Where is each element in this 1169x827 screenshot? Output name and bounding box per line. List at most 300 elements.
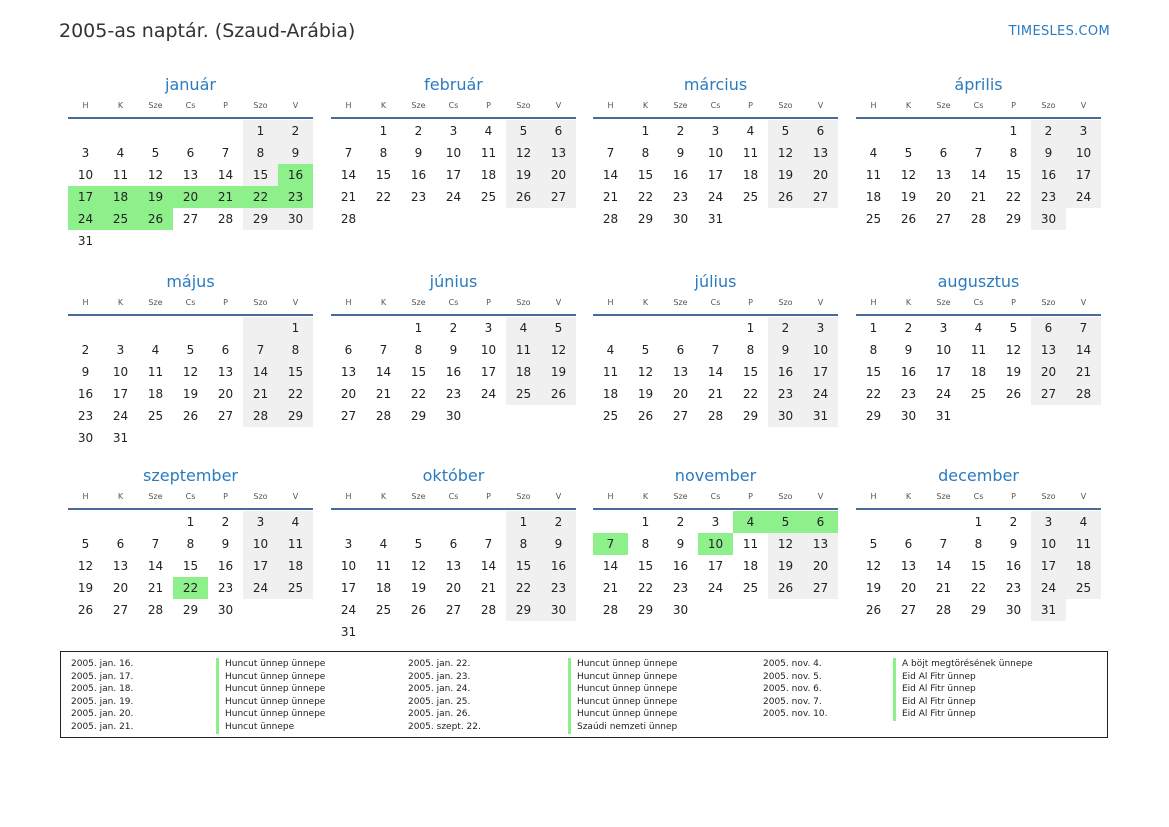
month-5 — [68, 271, 313, 449]
day-cell: 12 — [865, 559, 882, 573]
day-cell: 4 — [379, 537, 388, 551]
day-cell: 3 — [711, 515, 720, 529]
day-cell: 7 — [151, 537, 160, 551]
weekday-header — [68, 296, 313, 310]
day-grid — [68, 317, 313, 449]
day-cell: 13 — [217, 365, 234, 379]
weekday-label: V — [292, 298, 299, 307]
empty-cell — [366, 511, 401, 533]
day-cell: 19 — [1005, 365, 1022, 379]
weekday-label: P — [1011, 492, 1016, 501]
header-divider — [331, 508, 576, 510]
day-cell: 27 — [217, 409, 234, 423]
day-cell: 29 — [865, 409, 882, 423]
empty-cell — [593, 511, 628, 533]
day-cell: 21 — [375, 387, 392, 401]
legend-holiday-name: Eid Al Fitr ünnep — [893, 708, 1033, 721]
day-cell: 26 — [410, 603, 427, 617]
month-3 — [593, 74, 838, 230]
day-cell: 26 — [865, 603, 882, 617]
header-divider — [593, 508, 838, 510]
day-cell: 14 — [340, 168, 357, 182]
weekday-label: H — [607, 101, 614, 110]
weekday-label: V — [555, 298, 562, 307]
day-cell: 9 — [1031, 142, 1066, 164]
day-cell: 10 — [480, 343, 497, 357]
day-cell: 8 — [278, 339, 313, 361]
day-cell: 20 — [803, 555, 838, 577]
day-cell: 2 — [278, 120, 313, 142]
day-cell: 12 — [637, 365, 654, 379]
day-cell: 9 — [541, 533, 576, 555]
legend-holiday-name: Huncut ünnep ünnepe — [216, 683, 325, 696]
day-cell: 15 — [637, 168, 654, 182]
day-cell: 3 — [484, 321, 493, 335]
day-cell: 17 — [243, 555, 278, 577]
day-cell: 5 — [414, 537, 423, 551]
day-cell: 6 — [344, 343, 353, 357]
weekday-label: Cs — [448, 492, 459, 501]
weekday-label: K — [380, 101, 387, 110]
day-cell: 14 — [243, 361, 278, 383]
day-cell: 12 — [541, 339, 576, 361]
month-2 — [331, 74, 576, 230]
empty-cell — [243, 317, 278, 339]
day-cell: 28 — [243, 405, 278, 427]
day-cell: 30 — [672, 212, 689, 226]
legend-holiday-name: A böjt megtörésének ünnepe — [893, 658, 1033, 671]
day-cell: 29 — [410, 409, 427, 423]
day-cell: 24 — [1031, 577, 1066, 599]
day-cell: 16 — [768, 361, 803, 383]
weekday-label: P — [748, 101, 753, 110]
day-cell: 21 — [340, 190, 357, 204]
day-cell: 17 — [707, 168, 724, 182]
day-cell: 13 — [541, 142, 576, 164]
day-cell: 10 — [1066, 142, 1101, 164]
month-name: október — [422, 466, 485, 485]
day-cell: 23 — [445, 387, 462, 401]
day-grid — [331, 120, 576, 230]
legend-holiday-name: Huncut ünnep ünnepe — [216, 658, 325, 671]
day-cell: 14 — [602, 168, 619, 182]
day-cell: 11 — [1066, 533, 1101, 555]
day-cell: 3 — [939, 321, 948, 335]
holiday-day: 25 — [103, 208, 138, 230]
day-cell: 25 — [865, 212, 882, 226]
day-cell: 25 — [506, 383, 541, 405]
day-cell: 23 — [672, 190, 689, 204]
month-6 — [331, 271, 576, 427]
day-cell: 20 — [445, 581, 462, 595]
weekday-header — [593, 99, 838, 113]
weekday-label: Szo — [1041, 298, 1056, 307]
day-cell: 27 — [340, 409, 357, 423]
day-cell: 17 — [340, 581, 357, 595]
weekday-label: H — [345, 298, 352, 307]
weekday-label: Szo — [778, 492, 793, 501]
empty-cell — [961, 120, 996, 142]
weekday-label: K — [380, 298, 387, 307]
day-cell: 15 — [410, 365, 427, 379]
day-cell: 15 — [865, 365, 882, 379]
day-cell: 13 — [1031, 339, 1066, 361]
day-cell: 8 — [243, 142, 278, 164]
day-cell: 27 — [1031, 383, 1066, 405]
empty-cell — [138, 120, 173, 142]
day-cell: 23 — [541, 577, 576, 599]
legend-holiday-name: Huncut ünnep ünnepe — [568, 683, 677, 696]
holiday-legend — [60, 651, 1108, 738]
day-cell: 17 — [112, 387, 129, 401]
day-cell: 28 — [970, 212, 987, 226]
empty-cell — [471, 511, 506, 533]
day-cell: 4 — [869, 146, 878, 160]
empty-cell — [698, 317, 733, 339]
day-cell: 1 — [869, 321, 878, 335]
legend-date: 2005. jan. 21. — [71, 721, 134, 732]
day-cell: 9 — [768, 339, 803, 361]
day-cell: 22 — [637, 190, 654, 204]
day-cell: 20 — [541, 164, 576, 186]
day-cell: 16 — [672, 559, 689, 573]
day-cell: 29 — [742, 409, 759, 423]
weekday-label: P — [486, 298, 491, 307]
day-cell: 24 — [707, 581, 724, 595]
weekday-label: Sze — [673, 101, 688, 110]
day-cell: 13 — [112, 559, 129, 573]
day-cell: 14 — [602, 559, 619, 573]
day-cell: 26 — [900, 212, 917, 226]
day-cell: 28 — [602, 603, 619, 617]
day-cell: 3 — [711, 124, 720, 138]
day-cell: 28 — [340, 212, 357, 226]
empty-cell — [401, 511, 436, 533]
weekday-label: K — [117, 101, 124, 110]
weekday-label: K — [905, 298, 912, 307]
day-cell: 9 — [221, 537, 230, 551]
day-cell: 4 — [116, 146, 125, 160]
weekday-label: P — [748, 492, 753, 501]
day-cell: 28 — [217, 212, 234, 226]
day-cell: 12 — [182, 365, 199, 379]
day-cell: 30 — [217, 603, 234, 617]
day-cell: 29 — [1005, 212, 1022, 226]
day-cell: 3 — [803, 317, 838, 339]
weekday-label: Szo — [253, 101, 268, 110]
day-cell: 19 — [637, 387, 654, 401]
weekday-header — [593, 296, 838, 310]
day-cell: 24 — [480, 387, 497, 401]
day-cell: 11 — [480, 146, 497, 160]
day-cell: 25 — [278, 577, 313, 599]
day-cell: 22 — [1005, 190, 1022, 204]
month-12 — [856, 465, 1101, 621]
legend-holiday-name: Huncut ünnep ünnepe — [216, 696, 325, 709]
day-cell: 3 — [1031, 511, 1066, 533]
weekday-label: K — [905, 101, 912, 110]
day-cell: 1 — [1009, 124, 1018, 138]
weekday-label: K — [117, 492, 124, 501]
day-cell: 27 — [541, 186, 576, 208]
day-cell: 1 — [641, 515, 650, 529]
day-cell: 10 — [1031, 533, 1066, 555]
legend-holiday-name: Eid Al Fitr ünnep — [893, 671, 1033, 684]
month-1 — [68, 74, 313, 252]
legend-name-column — [568, 658, 677, 734]
day-cell: 9 — [1009, 537, 1018, 551]
day-cell: 13 — [182, 168, 199, 182]
day-cell: 13 — [340, 365, 357, 379]
day-cell: 11 — [865, 168, 882, 182]
weekday-label: P — [223, 492, 228, 501]
holiday-day: 22 — [243, 186, 278, 208]
day-cell: 15 — [278, 361, 313, 383]
day-cell: 5 — [506, 120, 541, 142]
weekday-label: H — [870, 492, 877, 501]
day-cell: 18 — [278, 555, 313, 577]
day-cell: 21 — [1066, 361, 1101, 383]
weekday-label: Cs — [185, 492, 196, 501]
weekday-header — [331, 99, 576, 113]
day-cell: 1 — [641, 124, 650, 138]
day-cell: 10 — [340, 559, 357, 573]
day-grid — [68, 120, 313, 252]
day-cell: 12 — [506, 142, 541, 164]
day-cell: 22 — [970, 581, 987, 595]
weekday-header — [68, 99, 313, 113]
holiday-day: 26 — [138, 208, 173, 230]
day-cell: 23 — [672, 581, 689, 595]
day-cell: 12 — [768, 533, 803, 555]
day-cell: 8 — [974, 537, 983, 551]
weekday-label: Cs — [185, 101, 196, 110]
holiday-day: 21 — [208, 186, 243, 208]
empty-cell — [593, 317, 628, 339]
day-cell: 15 — [742, 365, 759, 379]
day-cell: 23 — [77, 409, 94, 423]
legend-date: 2005. jan. 25. — [408, 696, 471, 707]
weekday-label: K — [642, 492, 649, 501]
legend-date: 2005. szept. 22. — [408, 721, 481, 732]
empty-cell — [208, 317, 243, 339]
day-cell: 6 — [1031, 317, 1066, 339]
legend-name-column — [216, 658, 325, 734]
weekday-header — [856, 296, 1101, 310]
day-cell: 17 — [707, 559, 724, 573]
day-cell: 7 — [344, 146, 353, 160]
legend-holiday-name: Huncut ünnep ünnepe — [568, 658, 677, 671]
day-grid — [856, 317, 1101, 427]
day-cell: 18 — [742, 168, 759, 182]
day-cell: 3 — [116, 343, 125, 357]
day-cell: 13 — [445, 559, 462, 573]
legend-date-column — [763, 658, 828, 721]
day-cell: 8 — [414, 343, 423, 357]
day-cell: 5 — [541, 317, 576, 339]
day-cell: 19 — [768, 164, 803, 186]
day-cell: 26 — [637, 409, 654, 423]
day-cell: 20 — [672, 387, 689, 401]
day-cell: 30 — [672, 603, 689, 617]
day-cell: 24 — [112, 409, 129, 423]
day-cell: 24 — [445, 190, 462, 204]
day-cell: 5 — [904, 146, 913, 160]
day-cell: 6 — [116, 537, 125, 551]
weekday-label: V — [292, 101, 299, 110]
month-name: március — [683, 75, 748, 94]
day-cell: 1 — [379, 124, 388, 138]
day-cell: 3 — [449, 124, 458, 138]
weekday-label: Cs — [710, 101, 721, 110]
day-cell: 13 — [935, 168, 952, 182]
day-cell: 15 — [182, 559, 199, 573]
day-cell: 16 — [77, 387, 94, 401]
day-cell: 24 — [803, 383, 838, 405]
day-cell: 30 — [1005, 603, 1022, 617]
weekday-label: Cs — [448, 101, 459, 110]
day-cell: 8 — [506, 533, 541, 555]
legend-date: 2005. jan. 23. — [408, 671, 471, 682]
day-cell: 19 — [410, 581, 427, 595]
empty-cell — [593, 120, 628, 142]
day-cell: 27 — [803, 186, 838, 208]
day-cell: 15 — [637, 559, 654, 573]
day-cell: 20 — [1031, 361, 1066, 383]
weekday-label: P — [1011, 101, 1016, 110]
weekday-label: Cs — [448, 298, 459, 307]
day-cell: 4 — [1066, 511, 1101, 533]
day-cell: 9 — [904, 343, 913, 357]
day-cell: 15 — [1005, 168, 1022, 182]
legend-date: 2005. jan. 17. — [71, 671, 134, 682]
day-cell: 20 — [803, 164, 838, 186]
month-11 — [593, 465, 838, 621]
legend-date: 2005. jan. 22. — [408, 659, 471, 669]
day-cell: 7 — [974, 146, 983, 160]
weekday-label: K — [642, 298, 649, 307]
weekday-label: Cs — [710, 492, 721, 501]
day-cell: 4 — [151, 343, 160, 357]
legend-date: 2005. jan. 19. — [71, 696, 134, 707]
day-cell: 12 — [410, 559, 427, 573]
weekday-label: Sze — [673, 298, 688, 307]
brand-link[interactable]: TIMESLES.COM — [1008, 24, 1110, 39]
day-cell: 8 — [746, 343, 755, 357]
weekday-header — [856, 99, 1101, 113]
day-cell: 12 — [147, 168, 164, 182]
day-cell: 12 — [1005, 343, 1022, 357]
empty-cell — [103, 317, 138, 339]
day-grid — [856, 120, 1101, 230]
day-cell: 4 — [606, 343, 615, 357]
day-cell: 18 — [480, 168, 497, 182]
legend-date: 2005. nov. 10. — [763, 709, 828, 720]
day-cell: 23 — [1031, 186, 1066, 208]
holiday-day: 16 — [278, 164, 313, 186]
weekday-label: H — [607, 298, 614, 307]
day-cell: 28 — [375, 409, 392, 423]
weekday-label: K — [642, 101, 649, 110]
day-cell: 24 — [243, 577, 278, 599]
weekday-label: Sze — [936, 492, 951, 501]
empty-cell — [891, 511, 926, 533]
holiday-day: 17 — [68, 186, 103, 208]
day-cell: 17 — [480, 365, 497, 379]
day-cell: 24 — [340, 603, 357, 617]
holiday-day: 7 — [593, 533, 628, 555]
legend-date: 2005. nov. 5. — [763, 671, 822, 682]
empty-cell — [331, 317, 366, 339]
day-grid — [331, 317, 576, 427]
day-cell: 16 — [1031, 164, 1066, 186]
day-cell: 8 — [869, 343, 878, 357]
day-cell: 14 — [1066, 339, 1101, 361]
month-name: szeptember — [142, 466, 238, 485]
day-cell: 18 — [602, 387, 619, 401]
day-cell: 13 — [803, 533, 838, 555]
day-cell: 19 — [865, 581, 882, 595]
holiday-day: 24 — [68, 208, 103, 230]
day-cell: 23 — [900, 387, 917, 401]
weekday-label: V — [1080, 101, 1087, 110]
day-cell: 21 — [935, 581, 952, 595]
legend-date-column — [408, 658, 481, 734]
day-cell: 8 — [641, 146, 650, 160]
day-cell: 25 — [480, 190, 497, 204]
day-cell: 30 — [541, 599, 576, 621]
day-cell: 24 — [1066, 186, 1101, 208]
day-cell: 10 — [803, 339, 838, 361]
day-cell: 14 — [480, 559, 497, 573]
day-cell: 1 — [746, 321, 755, 335]
day-cell: 26 — [768, 186, 803, 208]
day-cell: 1 — [278, 317, 313, 339]
empty-cell — [331, 120, 366, 142]
day-cell: 2 — [904, 321, 913, 335]
day-cell: 9 — [414, 146, 423, 160]
day-cell: 26 — [506, 186, 541, 208]
day-grid — [593, 317, 838, 427]
day-cell: 14 — [970, 168, 987, 182]
day-cell: 20 — [217, 387, 234, 401]
day-cell: 4 — [484, 124, 493, 138]
weekday-label: Sze — [936, 101, 951, 110]
weekday-label: K — [380, 492, 387, 501]
empty-cell — [331, 511, 366, 533]
weekday-label: K — [117, 298, 124, 307]
day-cell: 27 — [935, 212, 952, 226]
day-cell: 19 — [768, 555, 803, 577]
day-cell: 6 — [541, 120, 576, 142]
day-cell: 30 — [445, 409, 462, 423]
holiday-day: 19 — [138, 186, 173, 208]
day-cell: 7 — [939, 537, 948, 551]
weekday-label: Sze — [148, 298, 163, 307]
weekday-label: V — [555, 492, 562, 501]
day-cell: 14 — [707, 365, 724, 379]
day-cell: 22 — [375, 190, 392, 204]
empty-cell — [663, 317, 698, 339]
day-cell: 19 — [182, 387, 199, 401]
day-cell: 5 — [186, 343, 195, 357]
day-cell: 5 — [1009, 321, 1018, 335]
day-cell: 26 — [541, 383, 576, 405]
day-cell: 11 — [970, 343, 987, 357]
holiday-day: 23 — [278, 186, 313, 208]
day-cell: 23 — [768, 383, 803, 405]
day-cell: 6 — [904, 537, 913, 551]
